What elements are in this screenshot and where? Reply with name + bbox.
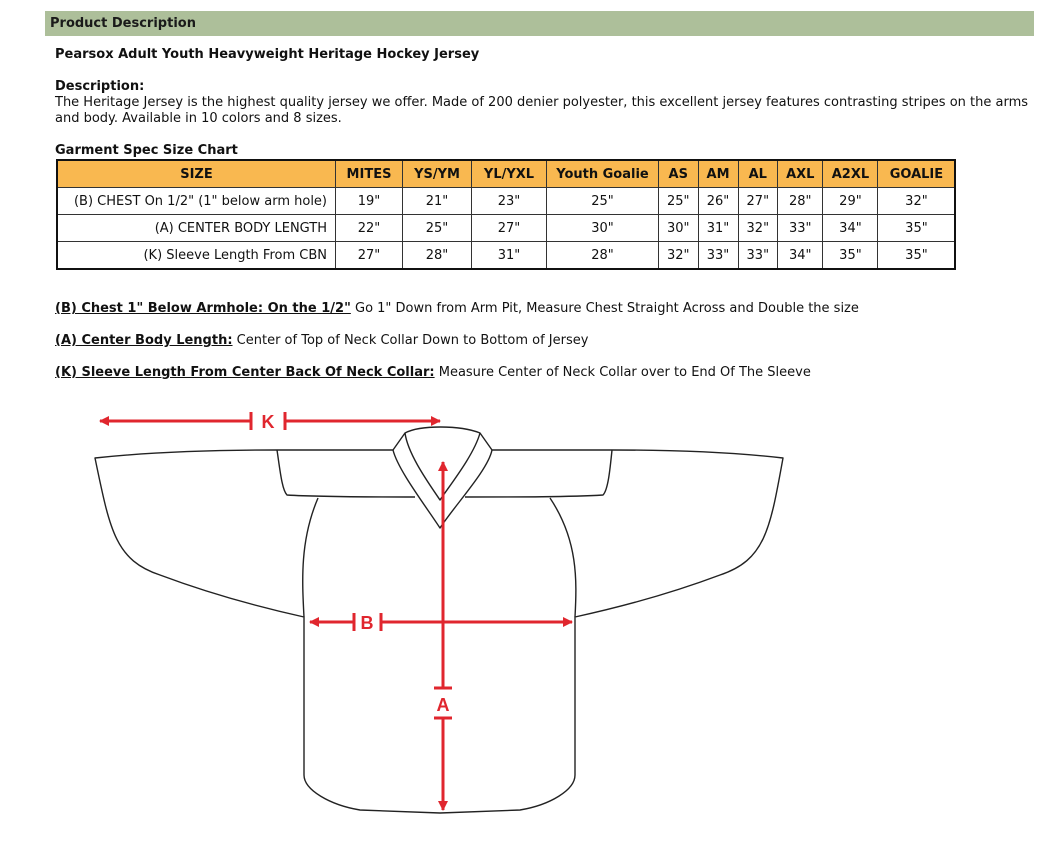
table-cell: 22" — [336, 215, 403, 242]
description-label: Description: — [55, 79, 145, 94]
table-cell: 34" — [778, 242, 823, 270]
table-cell: 25" — [659, 188, 699, 215]
row-label-chest: (B) CHEST On 1/2" (1" below arm hole) — [57, 188, 336, 215]
table-cell: 31" — [472, 242, 547, 270]
col-header-as: AS — [659, 160, 699, 188]
table-cell: 35" — [878, 242, 956, 270]
label-k: K — [261, 412, 275, 432]
note-chest-term: (B) Chest 1" Below Armhole: On the 1/2" — [55, 301, 351, 316]
table-cell: 25" — [547, 188, 659, 215]
table-row — [57, 188, 955, 215]
table-cell: 29" — [823, 188, 878, 215]
table-cell: 25" — [403, 215, 472, 242]
size-chart-title: Garment Spec Size Chart — [55, 143, 238, 158]
table-cell: 26" — [698, 188, 738, 215]
table-cell: 32" — [738, 215, 778, 242]
table-row — [57, 215, 955, 242]
note-center-body-length-term: (A) Center Body Length: — [55, 333, 233, 348]
label-b: B — [360, 613, 374, 633]
col-header-size: SIZE — [57, 160, 336, 188]
note-sleeve-length-text: Measure Center of Neck Collar over to End Of The Sleeve — [434, 365, 811, 380]
col-header-am: AM — [698, 160, 738, 188]
table-cell: 32" — [878, 188, 956, 215]
col-header-goalie: GOALIE — [878, 160, 956, 188]
description-text: The Heritage Jersey is the highest quality jersey we offer. Made of 200 denier polyester, this excellent jersey features contrasting stripes on the arms and body. Available in 10 colors and 8 sizes. — [55, 95, 1029, 126]
row-label-center-body-length: (A) CENTER BODY LENGTH — [57, 215, 336, 242]
jersey-measurement-diagram — [80, 400, 790, 820]
table-cell: 33" — [738, 242, 778, 270]
table-cell: 31" — [698, 215, 738, 242]
table-cell: 30" — [547, 215, 659, 242]
chest-arrow — [310, 613, 572, 631]
row-label-sleeve-length: (K) Sleeve Length From CBN — [57, 242, 336, 270]
product-title: Pearsox Adult Youth Heavyweight Heritage Hockey Jersey — [55, 47, 480, 62]
jersey-outline — [95, 427, 783, 813]
table-cell: 19" — [336, 188, 403, 215]
table-cell: 30" — [659, 215, 699, 242]
label-a: A — [436, 695, 450, 715]
product-description-header — [45, 11, 1034, 36]
table-cell: 33" — [778, 215, 823, 242]
note-chest-text: Go 1" Down from Arm Pit, Measure Chest Straight Across and Double the size — [350, 301, 859, 316]
note-center-body-length — [55, 333, 588, 348]
table-cell: 27" — [472, 215, 547, 242]
col-header-axl: AXL — [778, 160, 823, 188]
col-header-mites: MITES — [336, 160, 403, 188]
col-header-al: AL — [738, 160, 778, 188]
note-chest — [55, 301, 859, 316]
table-cell: 28" — [778, 188, 823, 215]
table-cell: 28" — [403, 242, 472, 270]
table-cell: 34" — [823, 215, 878, 242]
col-header-youth-goalie: Youth Goalie — [547, 160, 659, 188]
size-chart-header-row — [57, 160, 955, 188]
table-cell: 23" — [472, 188, 547, 215]
note-center-body-length-text: Center of Top of Neck Collar Down to Bottom of Jersey — [232, 333, 589, 348]
size-chart-table — [56, 159, 956, 270]
header-title: Product Description — [50, 16, 196, 31]
col-header-ys-ym: YS/YM — [403, 160, 472, 188]
table-cell: 35" — [823, 242, 878, 270]
table-cell: 32" — [659, 242, 699, 270]
table-cell: 35" — [878, 215, 956, 242]
table-cell: 21" — [403, 188, 472, 215]
note-sleeve-length-term: (K) Sleeve Length From Center Back Of Neck Collar: — [55, 365, 435, 380]
table-cell: 28" — [547, 242, 659, 270]
col-header-a2xl: A2XL — [823, 160, 878, 188]
table-cell: 27" — [738, 188, 778, 215]
table-cell: 33" — [698, 242, 738, 270]
table-cell: 27" — [336, 242, 403, 270]
table-row — [57, 242, 955, 270]
note-sleeve-length — [55, 365, 811, 380]
col-header-yl-yxl: YL/YXL — [472, 160, 547, 188]
